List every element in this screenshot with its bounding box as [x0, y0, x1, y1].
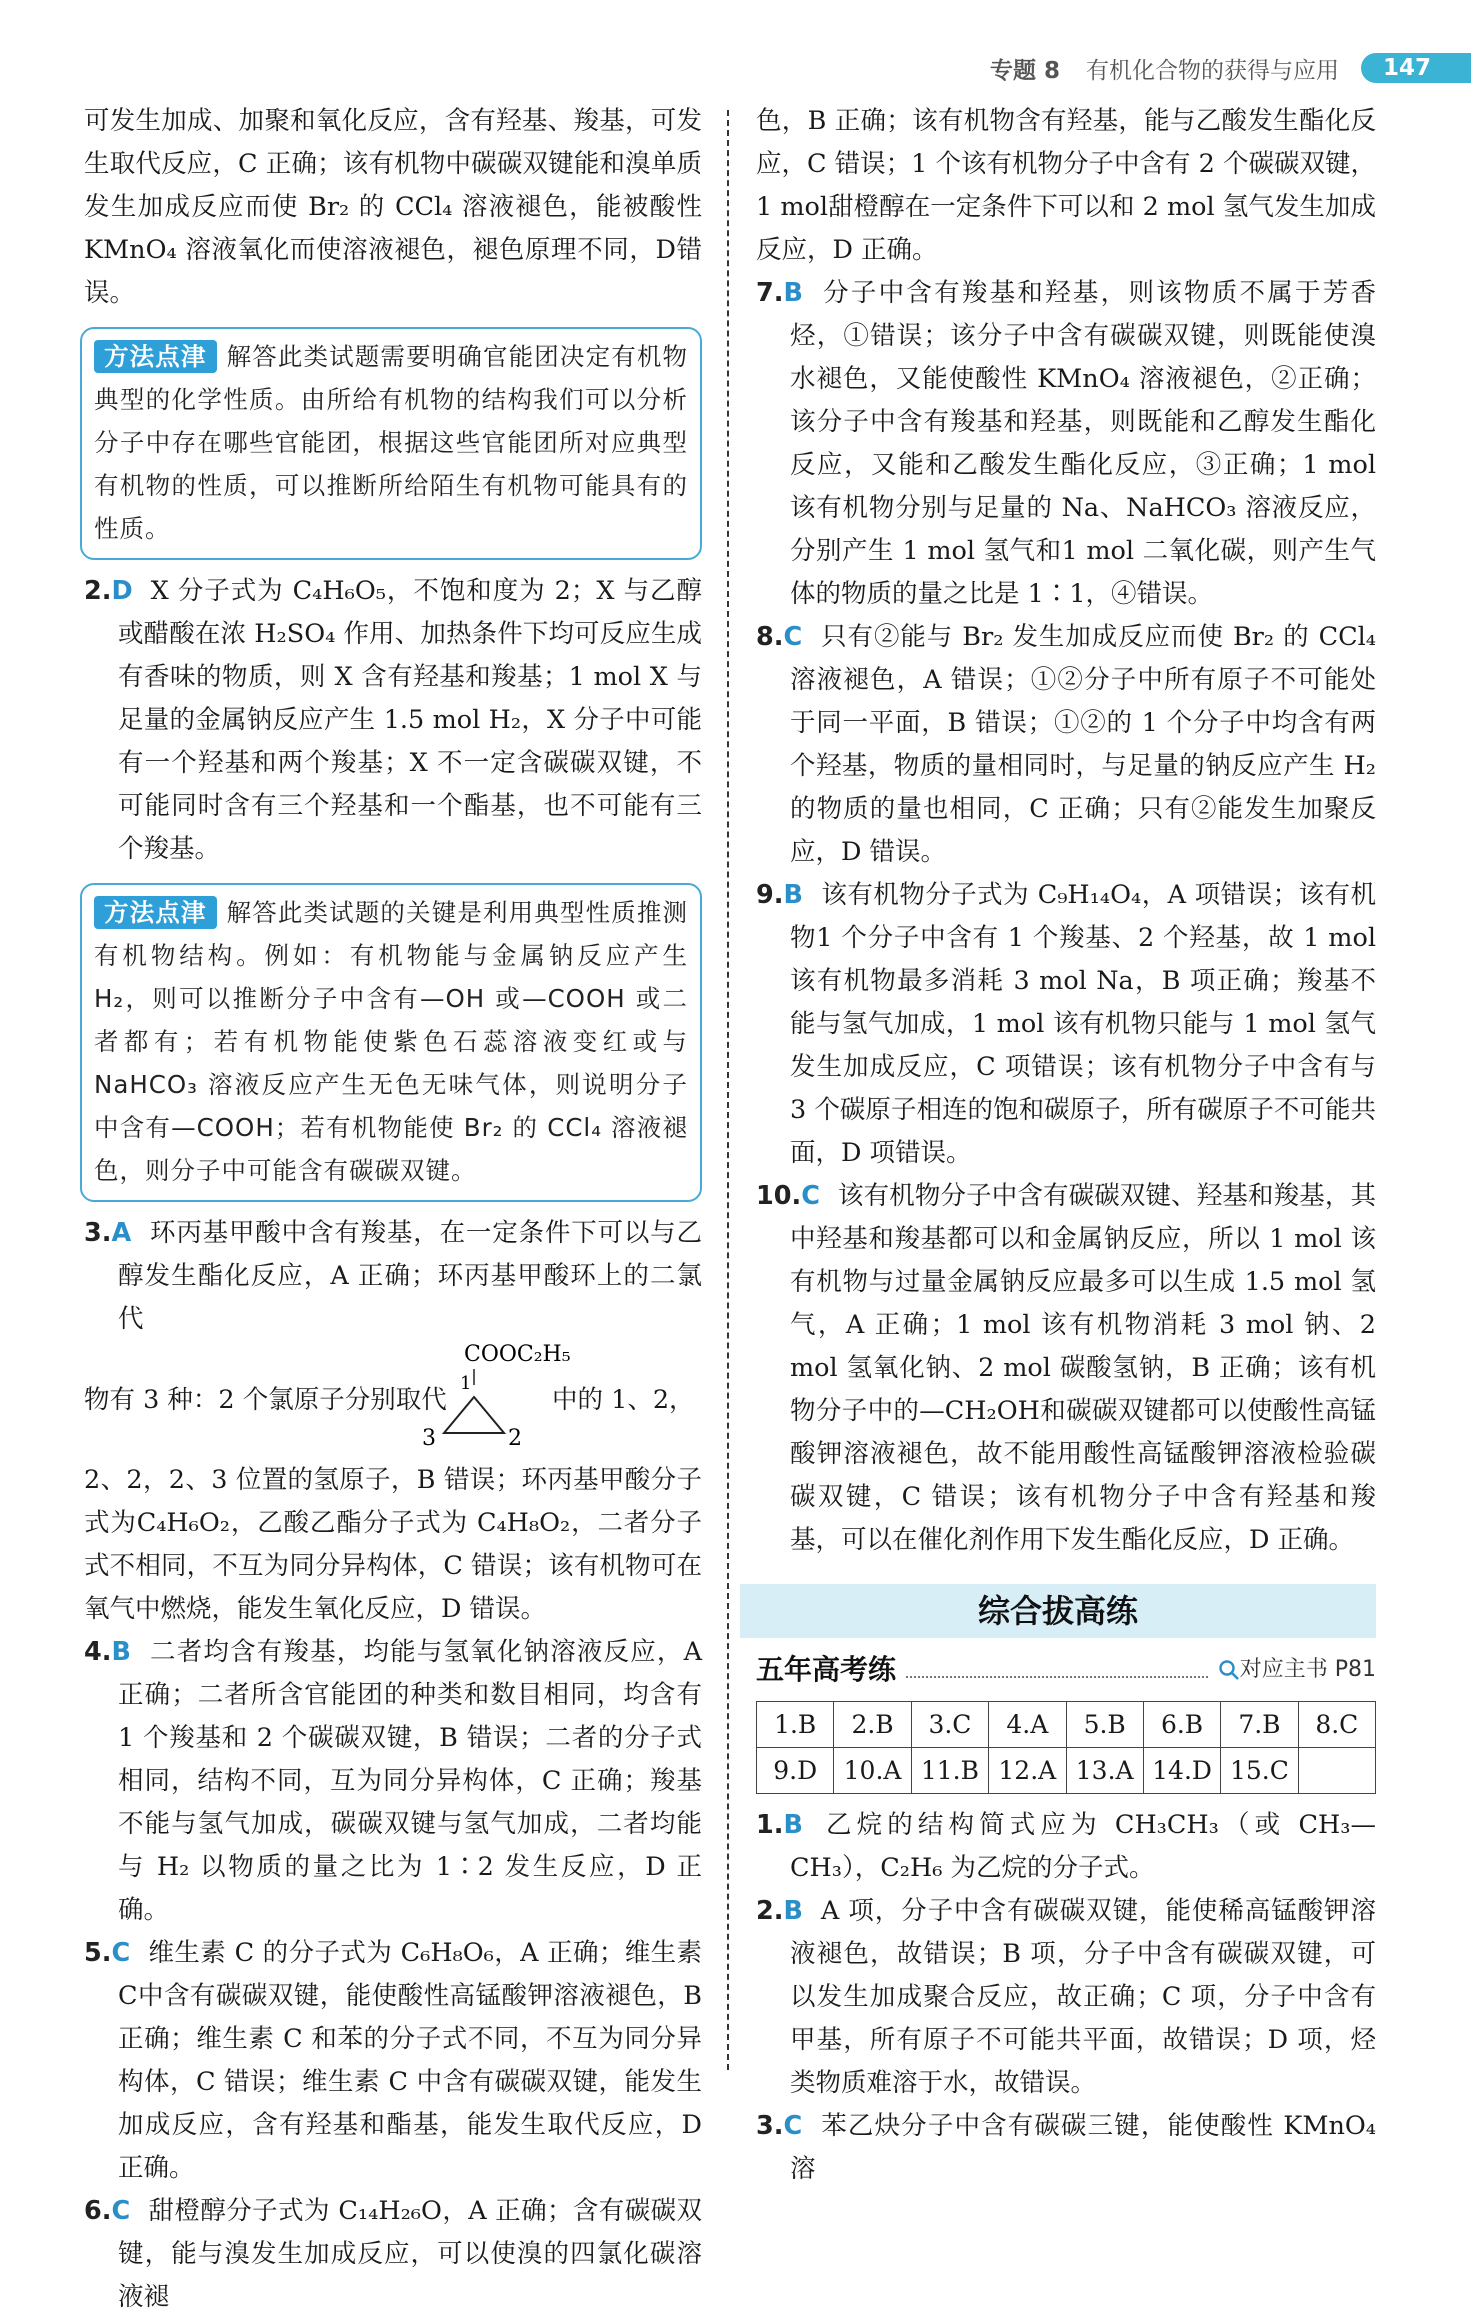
item-answer: B	[783, 278, 803, 308]
item-answer: D	[111, 576, 133, 606]
method-tag: 方法点津	[94, 340, 217, 373]
answer-item-6	[84, 2190, 702, 2319]
table-cell: 13.A	[1066, 1748, 1143, 1794]
table-cell	[1298, 1748, 1375, 1794]
answer-item-2	[84, 570, 702, 871]
item-explanation: 只有②能与 Br₂ 发生加成反应而使 Br₂ 的 CCl₄ 溶液褪色，A 错误；①②分子中所有原子不可能处于同一平面，B 错误；①②的 1 个分子中均含有两个羟基，物质的量相同时，与足量的钠反应产生 H₂ 的物质的量也相同，C 正确；只有②能发生加聚反应，D 错误。	[790, 622, 1376, 867]
item-number: 3.	[84, 1218, 112, 1248]
item-explanation: 该有机物分子式为 C₉H₁₄O₄，A 项错误；该有机物1 个分子中含有 1 个羧基、2 个羟基，故 1 mol 该有机物最多消耗 3 mol Na，B 项正确；羧基不能与氢气加成，1 mol 该有机物只能与 1 mol 氢气发生加成反应，C 项错误；该有机物分子中含有与 3 个碳原子相连的饱和碳原子，所有碳原子不可能共面，D 项错误。	[790, 880, 1376, 1168]
item-explanation: 苯乙炔分子中含有碳碳三键，能使酸性 KMnO₄ 溶	[790, 2111, 1376, 2184]
answer-item-3-cont: 2、2，2、3 位置的氢原子，B 错误；环丙基甲酸分子式为C₄H₆O₂，乙酸乙酯分子式为 C₄H₈O₂，二者分子式不相同，不互为同分异构体，C 错误；该有机物可在氧气中燃烧，能发生氧化反应，D 错误。	[84, 1465, 702, 1624]
chem-line-post: 中的 1、2，	[552, 1385, 695, 1415]
reference-text: 对应主书 P81	[1239, 1657, 1376, 1682]
method-text: 解答此类试题的关键是利用典型性质推测有机物结构。例如：有机物能与金属钠反应产生 H₂，则可以推断分子中含有—OH 或—COOH 或二者都有；若有机物能使紫色石蕊溶液变红或与NaHCO₃ 溶液反应产生无色无味气体，则说明分子中含有—COOH；若有机物能使 Br₂ 的 CCl₄ 溶液褪色，则分子中可能含有碳碳双键。	[94, 898, 689, 1185]
answer-table	[756, 1701, 1376, 1794]
ester-group-label: COOC₂H₅	[464, 1342, 571, 1367]
cyclopropane-structure	[364, 1341, 571, 1459]
table-cell: 10.A	[834, 1748, 911, 1794]
subsection-title: 五年高考练	[756, 1653, 897, 1686]
table-row	[757, 1748, 1376, 1794]
cyclopropane-ring	[444, 1397, 504, 1433]
item-answer: C	[783, 622, 803, 652]
item-explanation: 乙烷的结构简式应为 CH₃CH₃（或 CH₃—CH₃），C₂H₆ 为乙烷的分子式。	[790, 1810, 1376, 1883]
topic-label: 专题 8	[989, 57, 1060, 84]
table-cell: 2.B	[834, 1702, 911, 1748]
method-text: 解答此类试题需要明确官能团决定有机物典型的化学性质。由所给有机物的结构我们可以分析分子中存在哪些官能团，根据这些官能团所对应典型有机物的性质，可以推断所给陌生有机物可能具有的性质。	[94, 342, 689, 543]
item-answer: C	[111, 1938, 131, 1968]
table-cell: 6.B	[1143, 1702, 1220, 1748]
item-number: 3.	[756, 2111, 784, 2141]
item-number: 5.	[84, 1938, 112, 1968]
method-box-2	[80, 883, 702, 1202]
item-number: 8.	[756, 622, 784, 652]
item-explanation: 环丙基甲酸中含有羧基，在一定条件下可以与乙醇发生酯化反应，A 正确；环丙基甲酸环上的二氯代	[118, 1218, 702, 1334]
chem-line-pre: 物有 3 种：2 个氯原子分别取代	[84, 1385, 447, 1415]
intro-paragraph: 可发生加成、加聚和氧化反应，含有羟基、羧基，可发生取代反应，C 正确；该有机物中碳碳双键能和溴单质发生加成反应而使 Br₂ 的 CCl₄ 溶液褪色，能被酸性KMnO₄ 溶液氧化而使溶液褪色，褪色原理不同，D错误。	[84, 106, 702, 308]
section-title: 综合拔高练	[740, 1584, 1376, 1638]
answer-item-g3	[756, 2105, 1376, 2191]
item-answer: B	[111, 1637, 131, 1667]
chem-structure-line	[84, 1341, 702, 1459]
item-explanation: 维生素 C 的分子式为 C₆H₈O₆，A 正确；维生素 C中含有碳碳双键，能使酸性高锰酸钾溶液褪色，B 正确；维生素 C 和苯的分子式不同，不互为同分异构体，C 错误；维生素 C 中含有碳碳双键，能发生加成反应，含有羟基和酯基，能发生取代反应，D 正确。	[118, 1938, 702, 2183]
item-number: 6.	[84, 2196, 112, 2226]
table-cell: 4.A	[989, 1702, 1066, 1748]
method-tag: 方法点津	[94, 896, 217, 929]
answer-item-g2	[756, 1890, 1376, 2105]
item-answer: A	[111, 1218, 132, 1248]
answer-item-5	[84, 1932, 702, 2190]
table-cell: 8.C	[1298, 1702, 1375, 1748]
item-explanation: X 分子式为 C₄H₆O₅，不饱和度为 2；X 与乙醇或醋酸在浓 H₂SO₄ 作用、加热条件下均可反应生成有香味的物质，则 X 含有羟基和羧基；1 mol X 与足量的金属钠反应产生 1.5 mol H₂，X 分子中可能有一个羟基和两个羧基；X 不一定含碳碳双键，不可能同时含有三个羟基和一个酯基，也不可能有三个羧基。	[118, 576, 702, 864]
item-explanation: A 项，分子中含有碳碳双键，能使稀高锰酸钾溶液褪色，故错误；B 项，分子中含有碳碳双键，可以发生加成聚合反应，故正确；C 项，分子中含有甲基，所有原子不可能共平面，故错误；D 项，烃类物质难溶于水，故错误。	[790, 1896, 1376, 2098]
search-icon	[1218, 1659, 1240, 1681]
answer-item-g1	[756, 1804, 1376, 1890]
table-cell: 11.B	[911, 1748, 988, 1794]
item-answer: B	[783, 1896, 803, 1926]
table-cell: 9.D	[757, 1748, 834, 1794]
item-explanation: 分子中含有羧基和羟基，则该物质不属于芳香烃，①错误；该分子中含有碳碳双键，则既能使溴水褪色，又能使酸性 KMnO₄ 溶液褪色，②正确；该分子中含有羧基和羟基，则既能和乙醇发生酯化反应，又能和乙酸发生酯化反应，③正确；1 mol 该有机物分别与足量的 Na、NaHCO₃ 溶液反应，分别产生 1 mol 氢气和1 mol 二氧化碳，则产生气体的物质的量之比是 1∶1，④错误。	[790, 278, 1376, 609]
answer-item-6-cont: 色，B 正确；该有机物含有羟基，能与乙酸发生酯化反应，C 错误；1 个该有机物分子中含有 2 个碳碳双键，1 mol甜橙醇在一定条件下可以和 2 mol 氢气发生加成反应，D 正确。	[756, 106, 1376, 265]
item-explanation: 该有机物分子中含有碳碳双键、羟基和羧基，其中羟基和羧基都可以和金属钠反应，所以 1 mol 该有机物与过量金属钠反应最多可以生成 1.5 mol 氢气，A 正确；1 mol 该有机物消耗 3 mol 钠、2 mol 氢氧化钠、2 mol 碳酸氢钠，B 正确；该有机物分子中的—CH₂OH和碳碳双键都可以使酸性高锰酸钾溶液褪色，故不能用酸性高锰酸钾溶液检验碳碳双键，C 错误；该有机物分子中含有羟基和羧基，可以在催化剂作用下发生酯化反应，D 正确。	[790, 1181, 1376, 1555]
table-row	[757, 1702, 1376, 1748]
dotted-leader	[906, 1662, 1208, 1678]
item-explanation: 二者均含有羧基，均能与氢氧化钠溶液反应，A 正确；二者所含官能团的种类和数目相同，均含有 1 个羧基和 2 个碳碳双键，B 错误；二者的分子式相同，结构不同，互为同分异构体，C 正确；羧基不能与氢气加成，碳碳双键与氢气加成，二者均能与 H₂ 以物质的量之比为 1∶2 发生反应，D 正确。	[118, 1637, 702, 1925]
left-column	[84, 100, 702, 2319]
item-answer: C	[801, 1181, 820, 1211]
table-cell: 5.B	[1066, 1702, 1143, 1748]
table-cell: 3.C	[911, 1702, 988, 1748]
item-number: 4.	[84, 1637, 112, 1667]
item-number: 1.	[756, 1810, 784, 1840]
position-1: 1	[460, 1373, 472, 1394]
position-3: 3	[422, 1426, 436, 1451]
answer-item-7	[756, 272, 1376, 616]
item-answer: B	[783, 880, 803, 910]
item-number: 2.	[84, 576, 112, 606]
item-number: 9.	[756, 880, 784, 910]
item-answer: C	[783, 2111, 803, 2141]
item-number: 10.	[756, 1181, 802, 1211]
item-number: 7.	[756, 278, 784, 308]
item-answer: B	[783, 1810, 803, 1840]
answer-item-3	[84, 1212, 702, 1341]
column-divider	[727, 110, 729, 2070]
subsection-header	[756, 1648, 1376, 1691]
position-2: 2	[508, 1426, 522, 1451]
right-column	[756, 100, 1376, 2191]
table-cell: 7.B	[1221, 1702, 1298, 1748]
table-cell: 15.C	[1221, 1748, 1298, 1794]
table-cell: 1.B	[757, 1702, 834, 1748]
item-explanation: 甜橙醇分子式为 C₁₄H₂₆O，A 正确；含有碳碳双键，能与溴发生加成反应，可以使溴的四氯化碳溶液褪	[118, 2196, 702, 2312]
page-header	[990, 52, 1471, 84]
answer-item-8	[756, 616, 1376, 874]
table-cell: 14.D	[1143, 1748, 1220, 1794]
answer-item-4	[84, 1631, 702, 1932]
method-box-1	[80, 327, 702, 560]
answer-item-9	[756, 874, 1376, 1175]
table-cell: 12.A	[989, 1748, 1066, 1794]
chapter-title: 有机化合物的获得与应用	[1085, 57, 1339, 84]
page-number: 147	[1361, 53, 1471, 83]
item-number: 2.	[756, 1896, 784, 1926]
answer-item-10	[756, 1175, 1376, 1562]
item-answer: C	[111, 2196, 131, 2226]
